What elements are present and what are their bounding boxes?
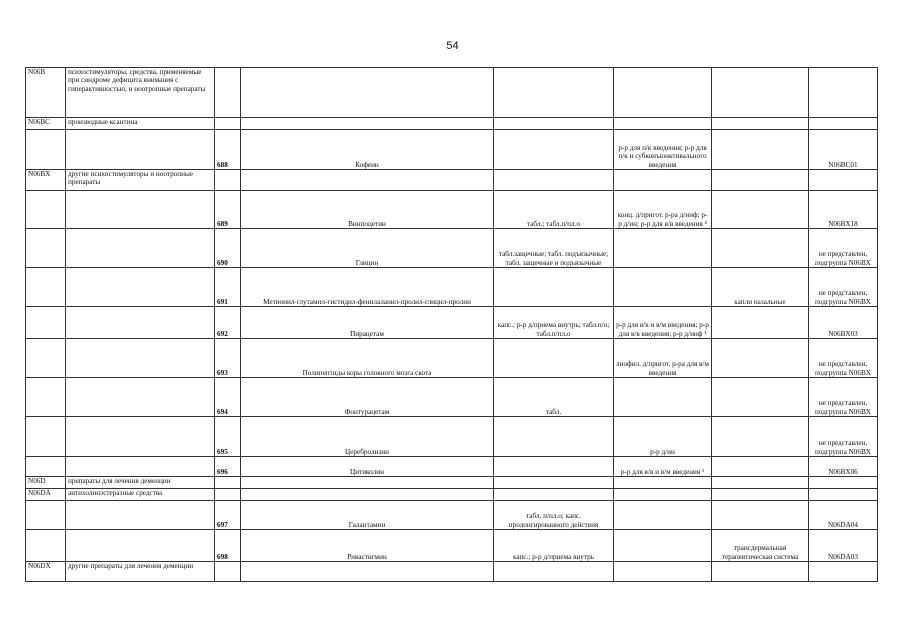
cell-drug [241, 118, 494, 130]
table-row [26, 378, 878, 417]
cell-other [712, 457, 809, 477]
cell-name: препараты для лечения деменции [66, 477, 215, 489]
cell-form: табл.; табл.п/пл.о [494, 191, 614, 229]
cell-code [26, 530, 66, 562]
cell-atc [809, 170, 878, 191]
cell-form: капс.; р-р д/приема внутрь; табл.п/о; табл.п/пл.о [494, 307, 614, 339]
cell-num: 688 [215, 130, 241, 170]
cell-form2 [614, 501, 712, 530]
cell-form2: лиофил. д/пригот. р-ра для в/м введения [614, 339, 712, 378]
cell-code: N06BX [26, 170, 66, 191]
cell-name: антихолинэстеразные средства [66, 489, 215, 501]
cell-code: N06B [26, 68, 66, 118]
cell-code: N06BC [26, 118, 66, 130]
table-row [26, 191, 878, 229]
cell-code: N06D [26, 477, 66, 489]
cell-form [494, 417, 614, 457]
table-row [26, 489, 878, 501]
cell-drug: Фонтурацетам [241, 378, 494, 417]
cell-other [712, 477, 809, 489]
cell-other [712, 229, 809, 268]
cell-name [66, 378, 215, 417]
cell-other: капли назальные [712, 268, 809, 307]
table-row [26, 130, 878, 170]
cell-drug: Цитиколин [241, 457, 494, 477]
cell-form2 [614, 489, 712, 501]
cell-drug: Галантамин [241, 501, 494, 530]
cell-other [712, 378, 809, 417]
cell-code [26, 191, 66, 229]
page-number: 54 [446, 40, 459, 52]
cell-name: психостимуляторы, средства, применяемые при синдроме дефицита внимания с гиперактивностью, и ноотропные препараты [66, 68, 215, 118]
cell-code [26, 307, 66, 339]
cell-other [712, 170, 809, 191]
cell-atc: не представлен, подгруппа N06BX [809, 378, 878, 417]
cell-form2 [614, 68, 712, 118]
cell-other [712, 417, 809, 457]
cell-name [66, 417, 215, 457]
cell-form [494, 477, 614, 489]
cell-name [66, 457, 215, 477]
table-row [26, 229, 878, 268]
cell-atc: не представлен, подгруппа N06BX [809, 229, 878, 268]
drug-table [25, 67, 878, 582]
cell-code [26, 417, 66, 457]
table-row [26, 477, 878, 489]
cell-num: 697 [215, 501, 241, 530]
cell-num: 690 [215, 229, 241, 268]
cell-name [66, 530, 215, 562]
cell-num: 694 [215, 378, 241, 417]
cell-drug: Церебролизин [241, 417, 494, 457]
cell-form2: р-р для в/в и в/м введения ¹ [614, 457, 712, 477]
cell-atc [809, 562, 878, 582]
cell-drug [241, 489, 494, 501]
cell-form2: р-р для в/в и в/м введения; р-р для в/в введения; р-р д/инф ¹ [614, 307, 712, 339]
table-row [26, 530, 878, 562]
cell-drug [241, 562, 494, 582]
cell-other: трансдермальная терапевтическая система [712, 530, 809, 562]
cell-name: другие психостимуляторы и ноотропные препараты [66, 170, 215, 191]
cell-code [26, 378, 66, 417]
cell-atc [809, 489, 878, 501]
cell-code [26, 229, 66, 268]
cell-atc: N06BX18 [809, 191, 878, 229]
cell-other [712, 501, 809, 530]
cell-name: производные ксантина [66, 118, 215, 130]
cell-other [712, 307, 809, 339]
cell-atc: N06BX06 [809, 457, 878, 477]
table-row [26, 170, 878, 191]
cell-drug: Кофеин [241, 130, 494, 170]
cell-form: табл. п/пл.о; капс. пролонгированного действия [494, 501, 614, 530]
cell-drug: Полипептиды коры головного мозга скота [241, 339, 494, 378]
cell-form2 [614, 268, 712, 307]
cell-form2: р-р для п/к введения; р-р для п/к и субконъюнктивального введения [614, 130, 712, 170]
cell-name: другие препараты для лечения деменции [66, 562, 215, 582]
cell-atc: N06BC01 [809, 130, 878, 170]
cell-code [26, 130, 66, 170]
cell-num [215, 477, 241, 489]
cell-form [494, 118, 614, 130]
cell-form: табл. [494, 378, 614, 417]
table-row [26, 68, 878, 118]
cell-atc: N06DA04 [809, 501, 878, 530]
cell-atc [809, 118, 878, 130]
cell-name [66, 130, 215, 170]
cell-drug [241, 477, 494, 489]
cell-form [494, 339, 614, 378]
cell-name [66, 191, 215, 229]
cell-form [494, 489, 614, 501]
cell-num: 698 [215, 530, 241, 562]
table-row [26, 501, 878, 530]
cell-num: 692 [215, 307, 241, 339]
cell-form [494, 268, 614, 307]
table-row [26, 417, 878, 457]
cell-form2 [614, 562, 712, 582]
cell-form: табл.защечные; табл. подъязычные; табл. защечные и подъязычные [494, 229, 614, 268]
cell-name [66, 501, 215, 530]
cell-other [712, 339, 809, 378]
cell-drug: Ривастигмин [241, 530, 494, 562]
cell-form: капс.; р-р д/приема внутрь [494, 530, 614, 562]
table-row [26, 339, 878, 378]
cell-name [66, 307, 215, 339]
cell-form2 [614, 378, 712, 417]
cell-code: N06DX [26, 562, 66, 582]
cell-atc: не представлен, подгруппа N06BX [809, 417, 878, 457]
cell-num: 695 [215, 417, 241, 457]
table-row [26, 118, 878, 130]
cell-other [712, 489, 809, 501]
cell-form [494, 170, 614, 191]
cell-atc: не представлен, подгруппа N06BX [809, 268, 878, 307]
cell-num: 691 [215, 268, 241, 307]
cell-code: N06DA [26, 489, 66, 501]
cell-num [215, 68, 241, 118]
cell-name [66, 229, 215, 268]
cell-form2 [614, 170, 712, 191]
cell-form2: конц. д/пригот. р-ра д/инф; р-р д/ин; р-р для в/в введения ² [614, 191, 712, 229]
cell-form2 [614, 229, 712, 268]
cell-form2 [614, 477, 712, 489]
cell-drug: Винпоцетин [241, 191, 494, 229]
cell-code [26, 268, 66, 307]
cell-drug [241, 170, 494, 191]
cell-form [494, 562, 614, 582]
cell-other [712, 191, 809, 229]
cell-num: 693 [215, 339, 241, 378]
cell-other [712, 562, 809, 582]
cell-num [215, 562, 241, 582]
cell-form2 [614, 530, 712, 562]
cell-drug: Пирацетам [241, 307, 494, 339]
cell-num: 696 [215, 457, 241, 477]
cell-code [26, 501, 66, 530]
cell-code [26, 457, 66, 477]
cell-form2: р-р д/ин [614, 417, 712, 457]
cell-atc [809, 68, 878, 118]
cell-atc [809, 477, 878, 489]
cell-num: 689 [215, 191, 241, 229]
cell-drug: Метионил-глутамил-гистидил-фенилаланил-пролил-глицил-пролин [241, 268, 494, 307]
cell-code [26, 339, 66, 378]
cell-drug: Глицин [241, 229, 494, 268]
cell-num [215, 489, 241, 501]
table-row [26, 268, 878, 307]
cell-form2 [614, 118, 712, 130]
cell-form [494, 68, 614, 118]
table-row [26, 307, 878, 339]
cell-atc: N06BX03 [809, 307, 878, 339]
cell-drug [241, 68, 494, 118]
cell-name [66, 339, 215, 378]
cell-atc: N06DA03 [809, 530, 878, 562]
cell-other [712, 68, 809, 118]
cell-atc: не представлен, подгруппа N06BX [809, 339, 878, 378]
cell-num [215, 118, 241, 130]
cell-form [494, 130, 614, 170]
cell-num [215, 170, 241, 191]
cell-form [494, 457, 614, 477]
table-row [26, 562, 878, 582]
cell-other [712, 118, 809, 130]
cell-other [712, 130, 809, 170]
cell-name [66, 268, 215, 307]
table-row [26, 457, 878, 477]
